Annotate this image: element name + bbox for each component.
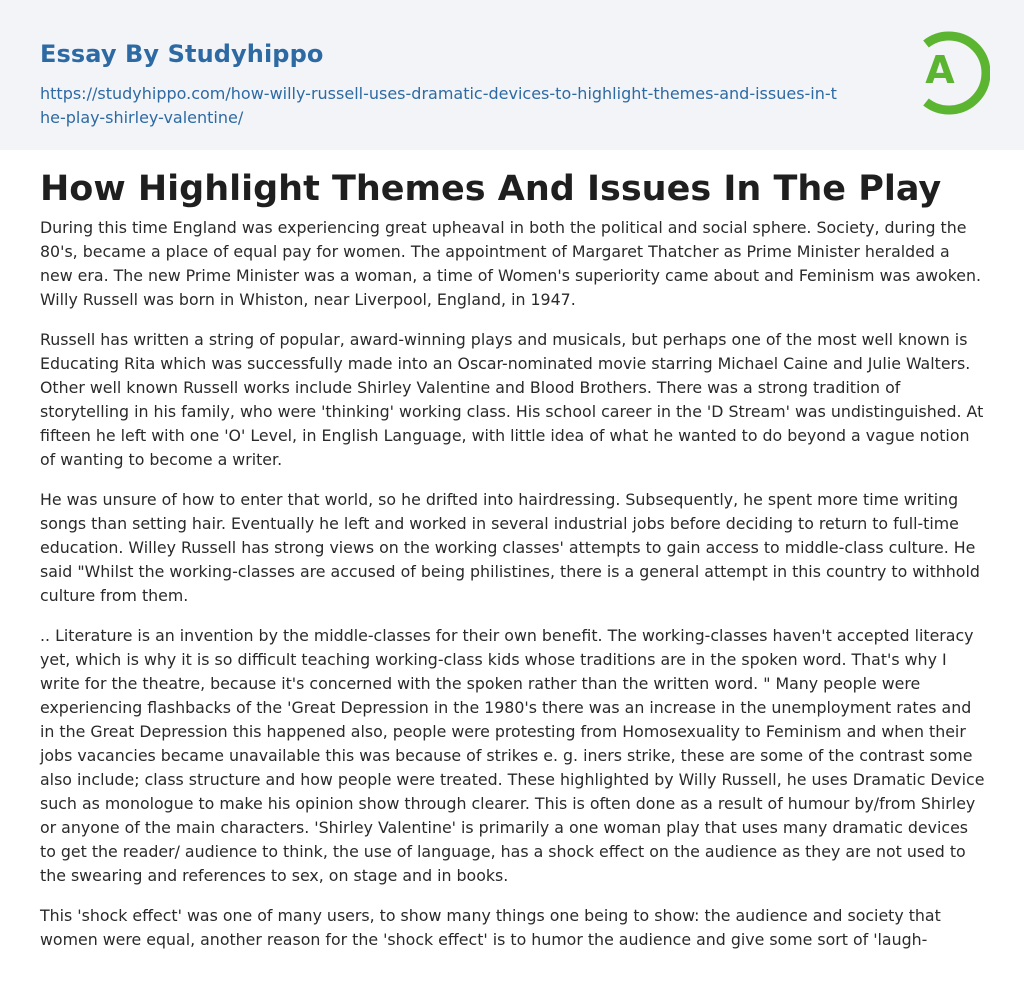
site-header <box>0 0 1024 150</box>
studyhippo-logo-icon[interactable] <box>906 28 990 118</box>
article-body <box>40 216 986 968</box>
paragraph: This 'shock effect' was one of many users, to show many things one being to show: the audience and society that women were equal, another reason for the 'shock effect' is to humor the audience and give some sort of 'laugh- <box>40 906 941 949</box>
brand-title[interactable]: Essay By Studyhippo <box>40 40 324 68</box>
paragraph: Russell has written a string of popular, award-winning plays and musicals, but perhaps one of the most well known is Educating Rita which was successfully made into an Oscar-nominated movie starring Michael Caine and Julie Walters. Other well known Russell works include Shirley Valentine and Blood Brothers. There was a strong tradition of storytelling in his family, who were 'thinking' working class. His school career in the 'D Stream' was undistinguished. At fifteen he left with one 'O' Level, in English Language, with little idea of what he wanted to do beyond a vague notion of wanting to become a writer. <box>40 330 984 469</box>
paragraph: He was unsure of how to enter that world, so he drifted into hairdressing. Subsequently, he spent more time writing songs than setting hair. Eventually he left and worked in several industrial jobs before deciding to return to full-time education. Willey Russell has strong views on the working classes' attempts to gain access to middle-class culture. He said "Whilst the working-classes are accused of being philistines, there is a general attempt in this country to withhold culture from them. <box>40 490 980 605</box>
paragraph: .. Literature is an invention by the middle-classes for their own benefit. The working-classes haven't accepted literacy yet, which is why it is so difficult teaching working-class kids whose traditions are in the spoken word. That's why I write for the theatre, because it's concerned with the spoken rather than the written word. " Many people were experiencing flashbacks of the 'Great Depression in the 1980's there was an increase in the unemployment rates and in the Great Depression this happened also, people were protesting from Homosexuality to Feminism and when their jobs vacancies became unavailable this was because of strikes e. g. iners strike, these are some of the contrast some also include; class structure and how people were treated. These highlighted by Willy Russell, he uses Dramatic Device such as monologue to make his opinion show through clearer. This is often done as a result of humour by/from Shirley or anyone of the main characters. 'Shirley Valentine' is primarily a one woman play that uses many dramatic devices to get the reader/ audience to think, the use of language, has a shock effect on the audience as they are not used to the swearing and references to sex, on stage and in books. <box>40 626 985 885</box>
page-title: How Highlight Themes And Issues In The Play <box>40 169 942 209</box>
paragraph: During this time England was experiencing great upheaval in both the political and social sphere. Society, during the 80's, became a place of equal pay for women. The appointment of Margaret Thatcher as Prime Minister heralded a new era. The new Prime Minister was a woman, a time of Women's superiority came about and Feminism was awoken. Willy Russell was born in Whiston, near Liverpool, England, in 1947. <box>40 218 982 309</box>
source-url-link[interactable]: https://studyhippo.com/how-willy-russell-uses-dramatic-devices-to-highlight-themes-and-issues-in-the-play-shirley-valentine/ <box>40 84 837 127</box>
logo-letter: A <box>925 48 955 92</box>
